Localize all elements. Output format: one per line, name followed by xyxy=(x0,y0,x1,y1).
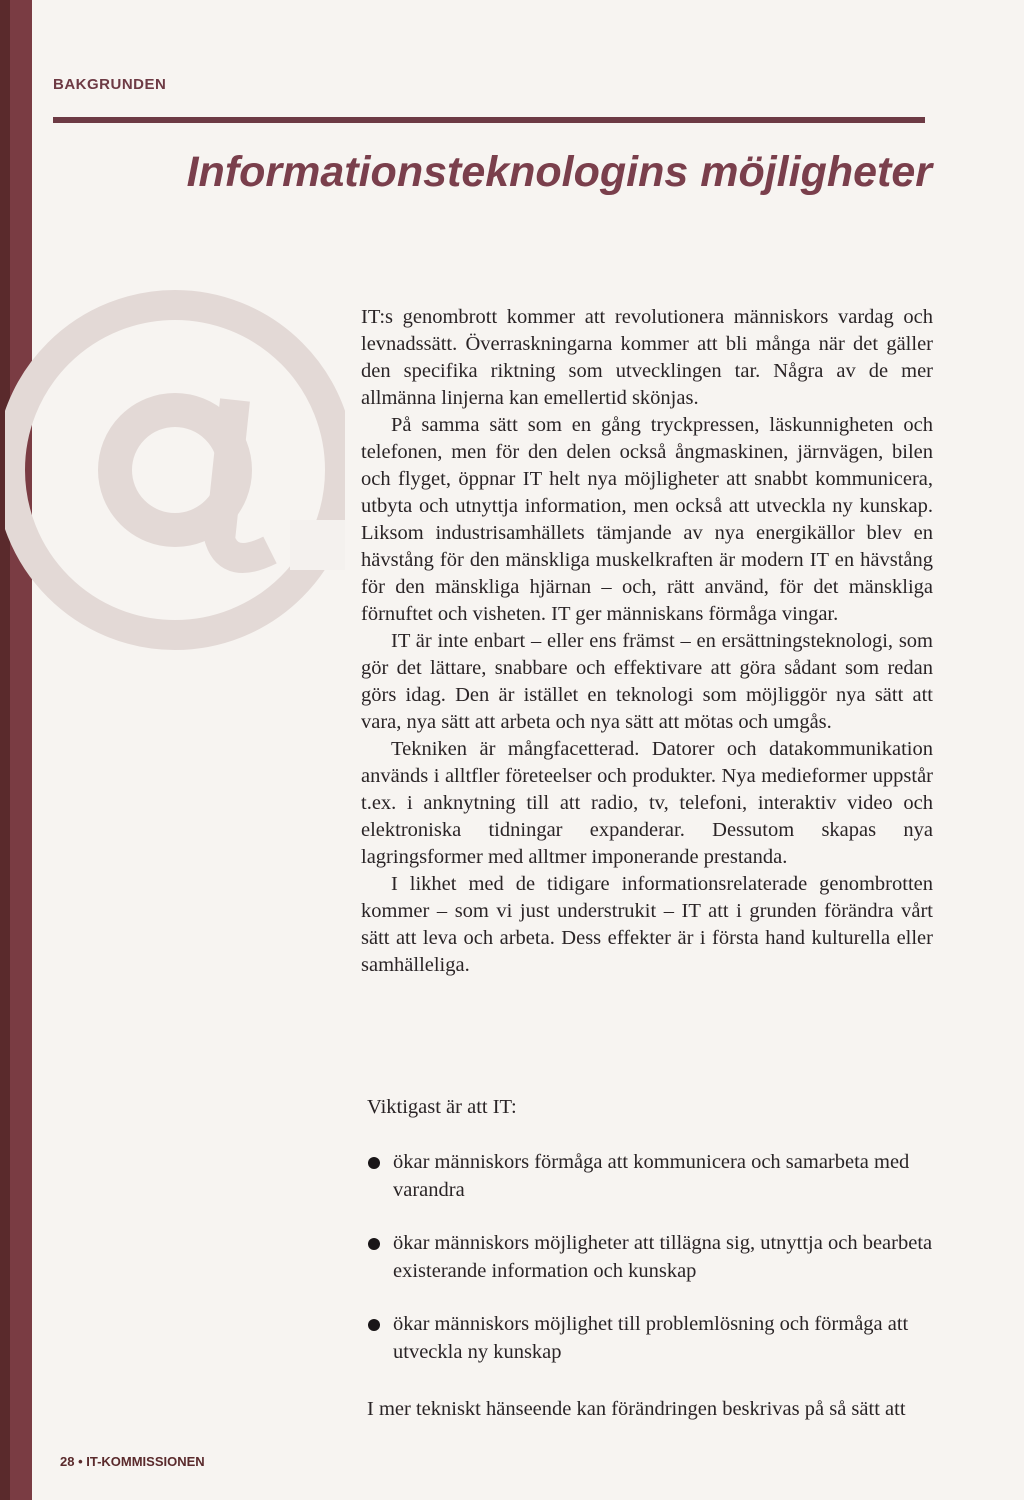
section-label: BAKGRUNDEN xyxy=(53,76,167,93)
paragraph: Tekniken är mångfacetterad. Datorer och datakommunikation används i alltfler företeelser och produkter. Nya medieformer uppstår t.ex. i anknytning till att radio, tv, telefoni, interaktiv video och elektroniska tidningar expanderar. Dessutom skapas nya lagringsformer med alltmer imponerande prestanda. xyxy=(361,738,933,868)
paragraph: IT:s genombrott kommer att revolutionera människors vardag och levnadssätt. Överraskningarna kommer att bli många när det gäller den specifika riktning som utvecklingen tar. Några av de mer allmänna linjerna kan emellertid skönjas. xyxy=(361,306,933,409)
list-item xyxy=(368,1229,938,1285)
bullet-icon xyxy=(368,1319,380,1331)
list-item xyxy=(368,1148,938,1204)
paragraph: IT är inte enbart – eller ens främst – en ersättningsteknologi, som gör det lättare, snabbare och effektivare att göra sådant som redan görs idag. Den är istället en teknologi som möjliggör nya sätt att vara, nya sätt att arbeta och nya sätt att mötas och umgås. xyxy=(361,630,933,733)
page-title: Informationsteknologins möjligheter xyxy=(186,148,932,196)
closing-text: I mer tekniskt hänseende kan förändringen beskrivas på så sätt att xyxy=(367,1398,906,1420)
page-footer: 28 • IT-KOMMISSIONEN xyxy=(60,1454,205,1469)
paragraph: I likhet med de tidigare informationsrelaterade genombrotten kommer – som vi just understrukit – IT att i grunden förändra vårt sätt att leva och arbeta. Dess effekter är i första hand kulturella eller samhälleliga. xyxy=(361,873,933,976)
list-item-text: ökar människors möjligheter att tillägna sig, utnyttja och bearbeta existerande information och kunskap xyxy=(393,1232,933,1282)
bullet-icon xyxy=(368,1238,380,1250)
at-sign-icon xyxy=(5,290,345,650)
list-item-text: ökar människors förmåga att kommunicera och samarbeta med varandra xyxy=(393,1151,910,1201)
page-spine xyxy=(0,0,10,1500)
list-item-text: ökar människors möjlighet till problemlösning och förmåga att utveckla ny kunskap xyxy=(393,1313,909,1363)
bullet-list xyxy=(368,1148,938,1391)
body-text xyxy=(361,304,933,979)
bullet-icon xyxy=(368,1157,380,1169)
header-rule xyxy=(53,117,925,123)
list-intro: Viktigast är att IT: xyxy=(367,1096,517,1118)
page-spine-inner xyxy=(10,0,32,1500)
paragraph: På samma sätt som en gång tryckpressen, läskunnigheten och telefonen, men för den delen också ångmaskinen, järnvägen, bilen och flyget, öppnar IT helt nya möjligheter att snabbt kommunicera, utbyta och utnyttja information, men också att utveckla ny kunskap. Liksom industrisamhällets tämjande av nya energikällor blev en hävstång för den mänskliga muskelkraften är modern IT en hävstång för den mänskliga hjärnan – och, rätt använd, för det mänskliga förnuftet och visheten. IT ger människans förmåga vingar. xyxy=(361,414,933,625)
list-item xyxy=(368,1310,938,1366)
